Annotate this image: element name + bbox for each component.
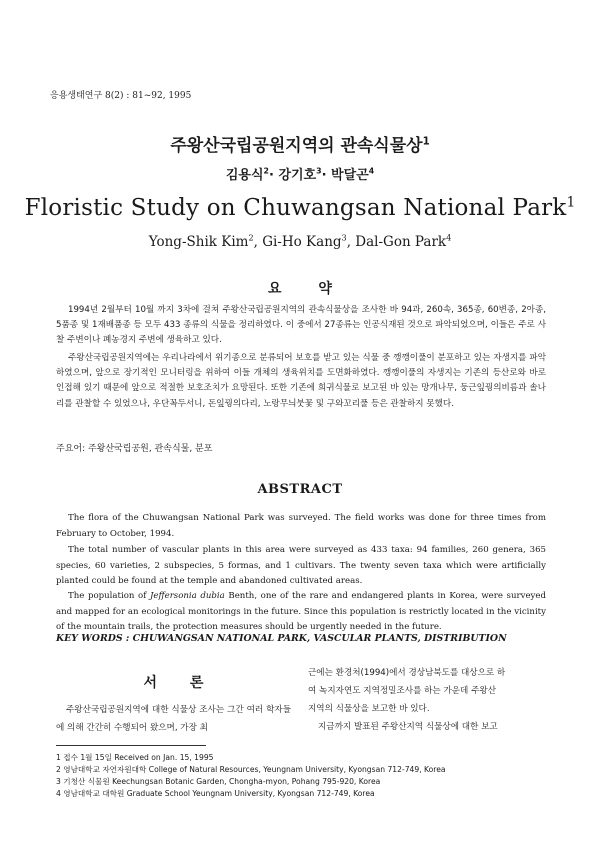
abstract-heading: ABSTRACT — [257, 482, 343, 497]
english-authors: Yong-Shik Kim$^2$, Gi-Ho Kang$^3$, Dal-Gon Park$^4$ — [148, 232, 452, 250]
text-line: 근에는 환경처(1994)에서 경상남북도를 대상으로 하 — [308, 668, 506, 678]
footnote: 3 기청산 식물원 Keechungsan Botanic Garden, Chongha-myon, Pohang 795-920, Korea — [56, 777, 381, 786]
english-keywords: KEY WORDS : CHUWANGSAN NATIONAL PARK, VASCULAR PLANTS, DISTRIBUTION — [56, 633, 507, 644]
introduction-heading: 서 론 — [143, 675, 218, 691]
korean-author: 김용식 — [225, 168, 264, 183]
korean-title-text: 주왕산국립공원지역의 관속식물상 — [170, 136, 423, 156]
journal-header: 응용생태연구 8(2) : 81~92, 1995 — [50, 91, 192, 101]
author-footnote-mark: 4 — [368, 166, 375, 176]
korean-authors: 김용식$^2$· 강기호$^3$· 박달곤$^4$ — [225, 166, 375, 183]
english-author: Dal-Gon Park — [355, 234, 447, 250]
author-footnote-mark: 3 — [341, 232, 347, 243]
author-footnote-mark: 4 — [446, 232, 452, 243]
korean-abstract-paragraph: 주왕산국립공원지역에는 우리나라에서 위기종으로 분류되어 보호를 받고 있는 식물 중 깽깽이풀이 분포하고 있는 자생지를 파악하였으며, 앞으로 장기적인 모니터링을 위하여 이들 개체의 생육위치를 도면화하였다. 깽깽이풀의 자생지는 기존의 등산로와 바로 인접해 있기 때문에 앞으로 적절한 보호조치가 요망된다. 또한 기존에 희귀식물로 보고된 바 있는 망개나무, 둥근잎꿩의비름과 솔나리를 관찰할 수 있었으나, 우단꼭두서니, 돈잎꿩의다리, 노랑무늬붓꽃 및 구와꼬리풀 등은 관찰하지 못했다. — [56, 353, 546, 409]
abstract-paragraph: The flora of the Chuwangsan National Park was surveyed. The field works was done for three times from February to October, 1994. — [56, 513, 546, 539]
author-footnote-mark: 2 — [248, 232, 254, 243]
footnote: 4 영남대학교 대학원 Graduate School Yeungnam University, Kyongsan 712-749, Korea — [56, 789, 375, 798]
english-title — [0, 195, 600, 221]
korean-author: 박달곤 — [331, 168, 369, 183]
korean-abstract-paragraph: 1994년 2월부터 10월 까지 3차에 걸쳐 주왕산국립공원지역의 관속식물상을 조사한 바 94과, 260속, 365종, 60변종, 2아종, 5품종 및 1재배품종 등 모두 433 종류의 식물을 정리하였다. 이 중에서 27종류는 인공식재된 것으로 파악되었으며, 이들은 주로 사찰 주변이나 폐농경지 주변에 생육하고 있다. — [56, 305, 546, 346]
footnote: 2 영남대학교 자연자원대학 College of Natural Resources, Yeungnam University, Kyongsan 712-749, Korea — [56, 765, 446, 774]
english-author: Gi-Ho Kang — [262, 234, 342, 250]
abstract-paragraph — [56, 589, 546, 636]
footnote: 1 접수 1월 15일 Received on Jan. 15, 1995 — [56, 753, 214, 762]
korean-title — [0, 131, 600, 156]
korean-abstract-heading: 요 약 — [268, 281, 348, 297]
footnote-divider — [56, 745, 206, 746]
korean-author: 강기호 — [278, 168, 317, 183]
text-line: 여 녹지자연도 지역정밀조사를 하는 가운데 주왕산 — [308, 686, 496, 696]
english-title-text: Floristic Study on Chuwangsan National Park — [24, 195, 567, 221]
text-line: 지역의 식물상을 보고한 바 있다. — [308, 704, 430, 714]
abstract-text: The population of — [68, 591, 150, 601]
abstract-paragraph: The total number of vascular plants in this area were surveyed as 433 taxa: 94 families, 260 genera, 365 species, 60 varieties, 2 subspecies, 5 formas, and 1 cultivars. The twenty seven taxa which were artificially planted could be found at the temple and abandoned cultivated areas. — [56, 545, 546, 586]
english-title-footnote-mark: 1 — [566, 194, 576, 211]
introduction-left-column: 주왕산국립공원지역에 대한 식물상 조사는 그간 여러 학자들에 의해 간간히 수행되어 왔으며, 가장 최 — [56, 705, 291, 733]
abstract-text: Benth, one of the rare and endangered plants in Korea, were surveyed and mapped for an ecological monitorings in the future. Since this population is restrictly located in the vicinity of the mountain trails, the protection measures should be urgently needed in the future. — [56, 591, 546, 632]
author-footnote-mark: 3 — [316, 166, 322, 176]
korean-keywords: 주요어: 주왕산국립공원, 관속식물, 분포 — [56, 444, 213, 454]
author-footnote-mark: 2 — [263, 166, 269, 176]
introduction-right-column — [308, 664, 548, 736]
species-name: Jeffersonia dubia — [149, 591, 225, 601]
text-line: 지금까지 발표된 주왕산지역 식물상에 대한 보고 — [318, 722, 498, 732]
english-author: Yong-Shik Kim — [148, 234, 249, 250]
korean-title-footnote-mark: 1 — [422, 136, 430, 148]
